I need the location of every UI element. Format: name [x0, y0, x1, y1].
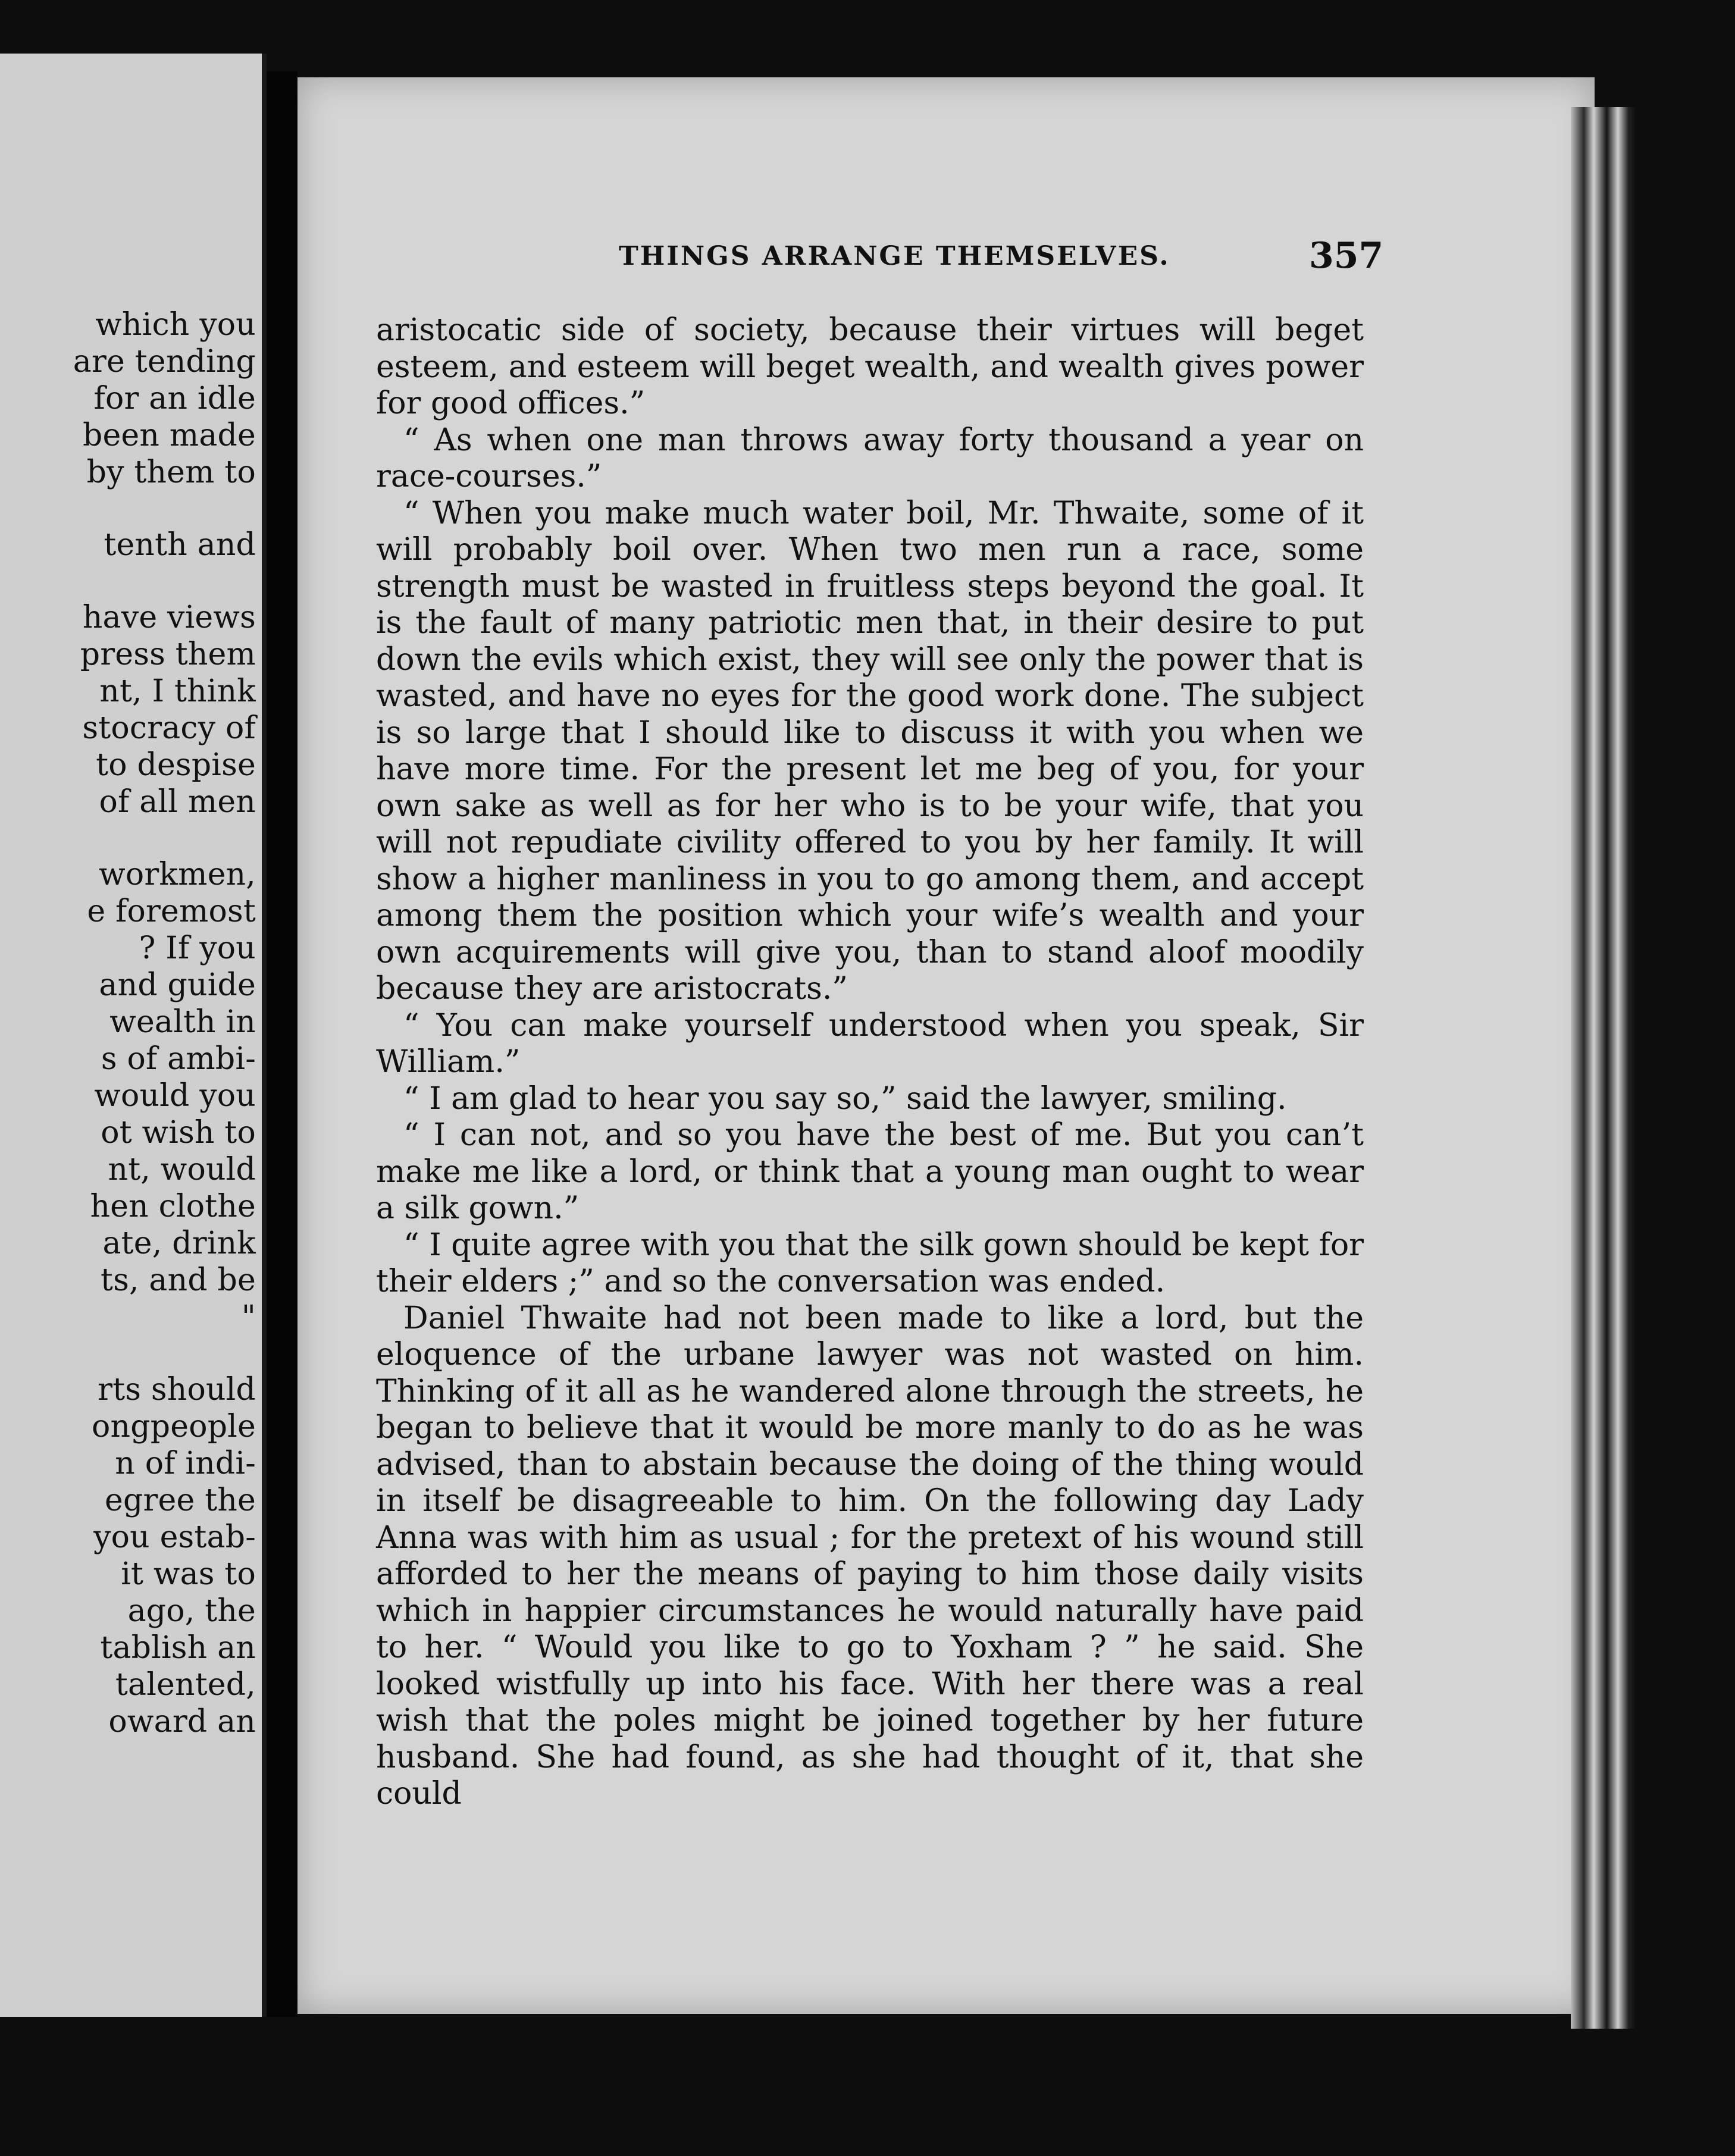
page-edges	[1571, 107, 1636, 2029]
left-line: have views	[82, 600, 256, 635]
paragraph: “ I quite agree with you that the silk gown should be kept for their elders ;” and so the conversation was ended.	[376, 1227, 1364, 1299]
paragraph: “ I am glad to hear you say so,” said the lawyer, smiling.	[403, 1080, 1287, 1117]
left-line: stocracy of	[82, 710, 256, 746]
paragraph: “ As when one man throws away forty thousand a year on race-courses.”	[376, 422, 1364, 494]
left-line: been made	[82, 418, 256, 453]
left-line: and guide	[99, 967, 256, 1003]
left-line: hen clothe	[90, 1189, 256, 1224]
left-line: "	[241, 1299, 256, 1335]
paragraph: “ You can make yourself understood when you speak, Sir William.”	[376, 1007, 1364, 1080]
left-line: ? If you	[139, 930, 256, 966]
paragraph: aristocatic side of society, because their virtues will beget esteem, and esteem will beget wealth, and wealth gives power for good offices.”	[376, 312, 1364, 421]
left-line: ate, drink	[102, 1226, 256, 1261]
left-line: oward an	[108, 1704, 256, 1740]
left-line: by them to	[86, 455, 256, 490]
left-line: ongpeople	[92, 1409, 256, 1444]
left-line: are tending	[73, 344, 256, 380]
left-line: nt, would	[108, 1152, 256, 1187]
left-line: for an idle	[93, 381, 256, 416]
body-text	[376, 312, 1364, 1813]
paragraph: “ When you make much water boil, Mr. Thwaite, some of it will probably boil over. When two men run a race, some strength must be wasted in fruitless steps beyond the goal. It is the fault of many patriotic men that, in their desire to put down the evils which exist, they will see only the power that is wasted, and have no eyes for the good work done. The subject is so large that I should like to discuss it with you when we have more time. For the present let me beg of you, for your own sake as well as for her who is to be your wife, that you will not repudiate civility offered to you by her family. It will show a higher manliness in you to go among them, and accept among them the position which your wife’s wealth and your own acquirements will give you, than to stand aloof moodily because they are aristocrats.”	[376, 495, 1364, 1007]
running-head: THINGS ARRANGE THEMSELVES.	[619, 241, 1170, 271]
left-line: tenth and	[104, 527, 256, 563]
page-number: 357	[1309, 235, 1384, 277]
left-line: e foremost	[87, 894, 256, 929]
left-page-fragment	[0, 54, 267, 2017]
left-line: press them	[80, 637, 256, 672]
left-line: wealth in	[109, 1004, 256, 1040]
left-page-text	[0, 306, 262, 1740]
left-line: rts should	[98, 1372, 256, 1408]
left-line: you estab-	[93, 1519, 256, 1555]
left-line: talented,	[115, 1667, 256, 1703]
paragraph: “ I can not, and so you have the best of me. But you can’t make me like a lord, or think that a young man ought to wear a silk gown.”	[376, 1117, 1364, 1226]
left-line: of all men	[99, 784, 256, 820]
left-line: which you	[95, 307, 256, 343]
paragraph: Daniel Thwaite had not been made to like a lord, but the eloquence of the urbane lawyer was not wasted on him. Thinking of it all as he wandered alone through the streets, he began to believe that it would be more manly to do as he was advised, than to abstain because the doing of the thing would in itself be disagreeable to him. On the following day Lady Anna was with him as usual ; for the pretext of his wound still afforded to her the means of paying to him those daily visits which in happier circumstances he would naturally have paid to her. “ Would you like to go to Yoxham ? ” he said. She looked wistfully up into his face. With her there was a real wish that the poles might be joined together by her future husband. She had found, as she had thought of it, that she could	[376, 1300, 1364, 1812]
left-line: n of indi-	[115, 1446, 256, 1481]
left-line: s of ambi-	[101, 1041, 256, 1077]
left-line: ot wish to	[101, 1115, 256, 1151]
left-line: would you	[94, 1078, 256, 1114]
book-gutter	[267, 71, 297, 2017]
left-line: it was to	[121, 1556, 256, 1592]
left-line: nt, I think	[99, 673, 256, 709]
left-line: to despise	[96, 747, 256, 783]
left-line: egree the	[105, 1483, 256, 1518]
left-line: ago, the	[127, 1593, 256, 1629]
left-line: tablish an	[100, 1630, 256, 1666]
left-line: workmen,	[99, 857, 256, 892]
left-line: ts, and be	[100, 1262, 256, 1298]
